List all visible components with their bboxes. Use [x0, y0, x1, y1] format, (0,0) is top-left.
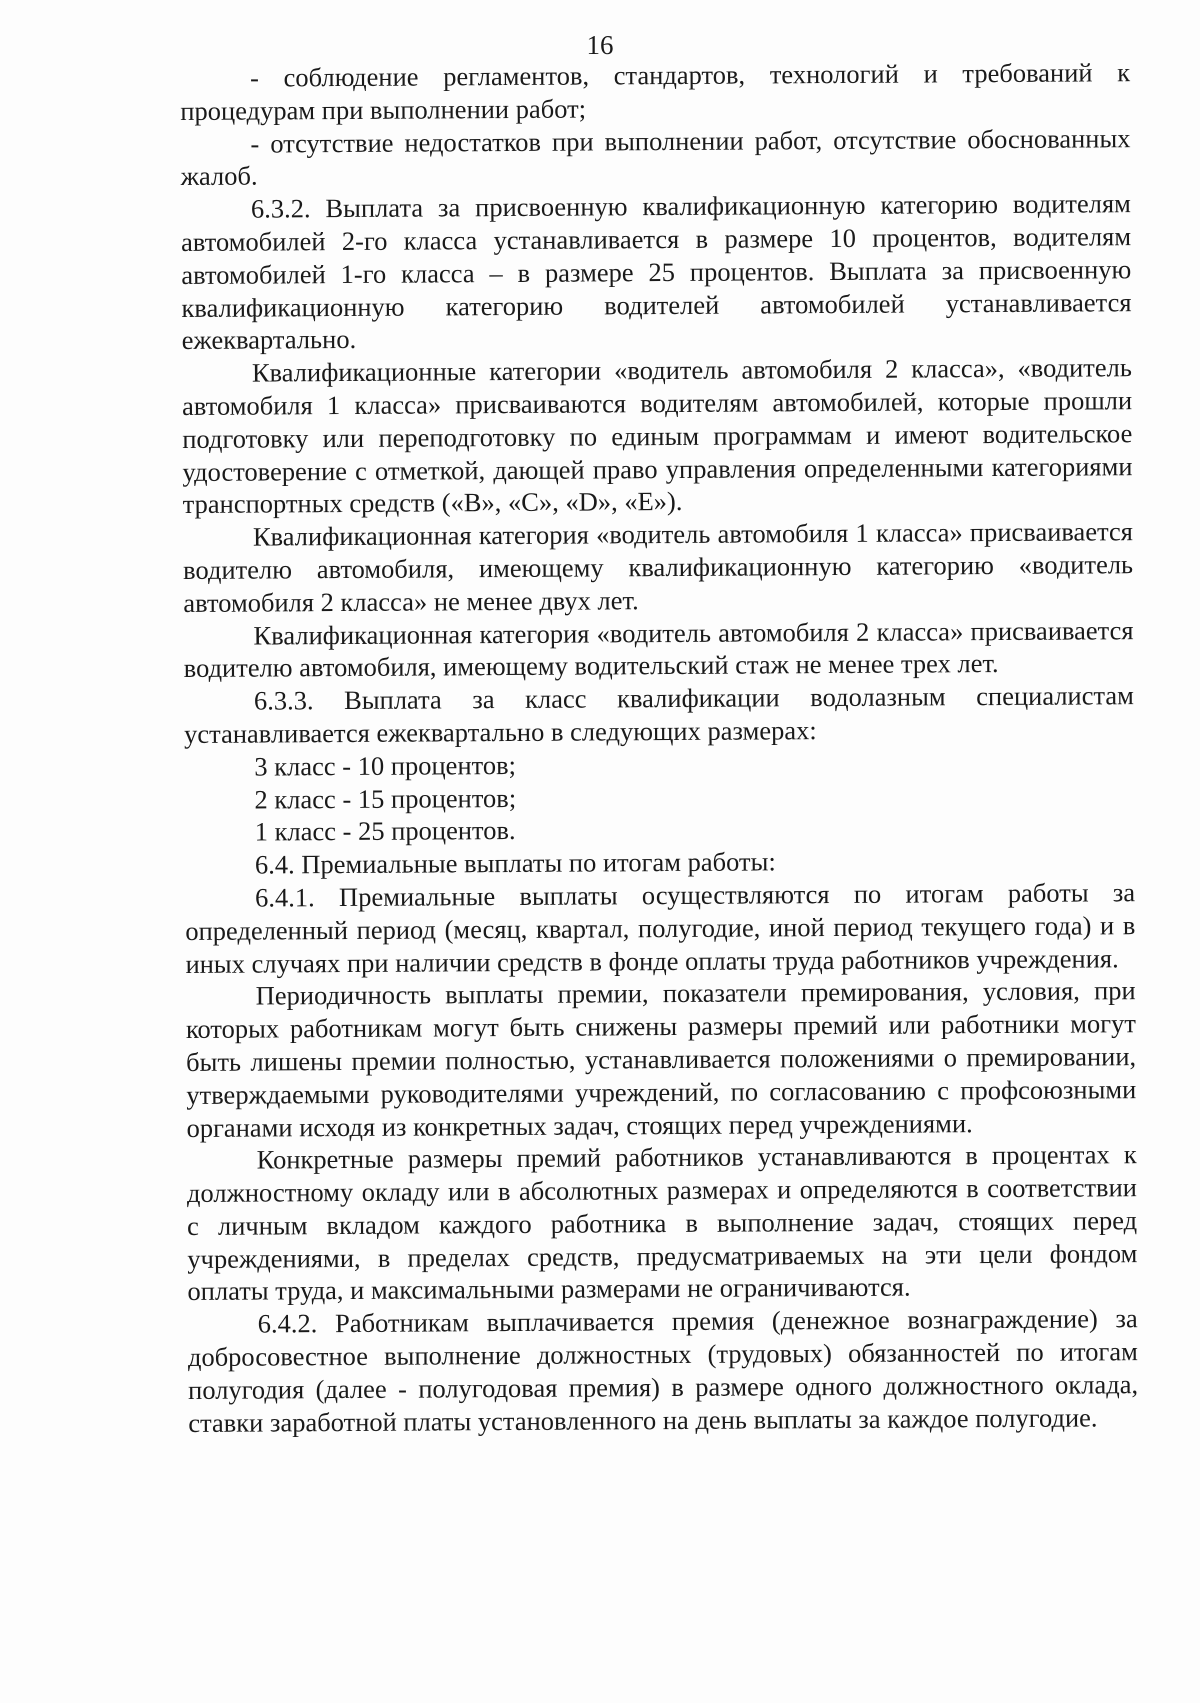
clause-6-3-3: 6.3.3. Выплата за класс квалификации водолазным специалистам устанавливается ежеквартально в следующих размерах:: [184, 680, 1134, 749]
clause-6-3-2: 6.3.2. Выплата за присвоенную квалификационную категорию водителям автомобилей 2-го класса устанавливается в размере 10 процентов, водителям автомобилей 1-го класса – в размере 25 процентов. Выплата за присвоенную квалификационную категорию водителей автомобилей устанавливается ежеквартально.: [181, 188, 1132, 356]
bullet-no-deficiencies: - отсутствие недостатков при выполнении работ, отсутствие обоснованных жалоб.: [180, 122, 1131, 192]
clause-6-4-1: 6.4.1. Премиальные выплаты осуществляются по итогам работы за определенный период (месяц, квартал, полугодие, иной период текущего года) и в иных случаях при наличии средств в фонде оплаты труда работников учреждения.: [185, 877, 1136, 979]
paragraph-class-2-assignment: Квалификационная категория «водитель автомобиля 2 класса» присваивается водителю автомобиля, имеющему водительский стаж не менее трех лет.: [183, 614, 1134, 684]
bullet-regulations-compliance: - соблюдение регламентов, стандартов, технологий и требований к процедурам при выполнении работ;: [180, 57, 1131, 126]
list-item-class-3: 3 класс - 10 процентов;: [254, 749, 517, 782]
list-item-class-2: 2 класс - 15 процентов;: [254, 782, 517, 815]
paragraph-class-1-assignment: Квалификационная категория «водитель автомобиля 1 класса» присваивается водителю автомобиля, имеющему квалификационную категорию «водитель автомобиля 2 класса» не менее двух лет.: [183, 516, 1134, 618]
paragraph-qualification-categories: Квалификационные категории «водитель автомобиля 2 класса», «водитель автомобиля 1 класса» присваиваются водителям автомобилей, которые прошли подготовку или переподготовку по единым программам и имеют водительское удостоверение с отметкой, дающей право управления определенными категориями транспортных средств («В», «С», «D», «Е»).: [182, 352, 1133, 520]
page-number: 16: [586, 30, 614, 60]
list-item-class-1: 1 класс - 25 процентов.: [254, 815, 516, 847]
paragraph-bonus-periodicity: Периодичность выплаты премии, показатели премирования, условия, при которых работникам могут быть снижены размеры премий или работники могут быть лишены премии полностью, устанавливается положениями о премировании, утверждаемыми руководителями учреждений, по согласованию с профсоюзными органами исходя из конкретных задач, стоящих перед учреждениями.: [185, 975, 1137, 1143]
clause-6-4-heading: 6.4. Премиальные выплаты по итогам работы:: [254, 846, 776, 880]
clause-6-4-2: 6.4.2. Работникам выплачивается премия (денежное вознаграждение) за добросовестное выполнение должностных (трудовых) обязанностей по итогам полугодия (далее - полугодовая премия) в размере одного должностного оклада, ставки заработной платы установленного на день выплаты за каждое полугодие.: [187, 1303, 1139, 1438]
paragraph-bonus-amounts: Конкретные размеры премий работников устанавливаются в процентах к должностному окладу или в абсолютных размерах и определяются в соответствии с личным вкладом каждого работника в выполнение задач, стоящих перед учреждениями, в пределах средств, предусматриваемых на эти цели фондом оплаты труда, и максимальными размерами не ограничиваются.: [186, 1139, 1138, 1307]
document-body: [180, 56, 1138, 1439]
